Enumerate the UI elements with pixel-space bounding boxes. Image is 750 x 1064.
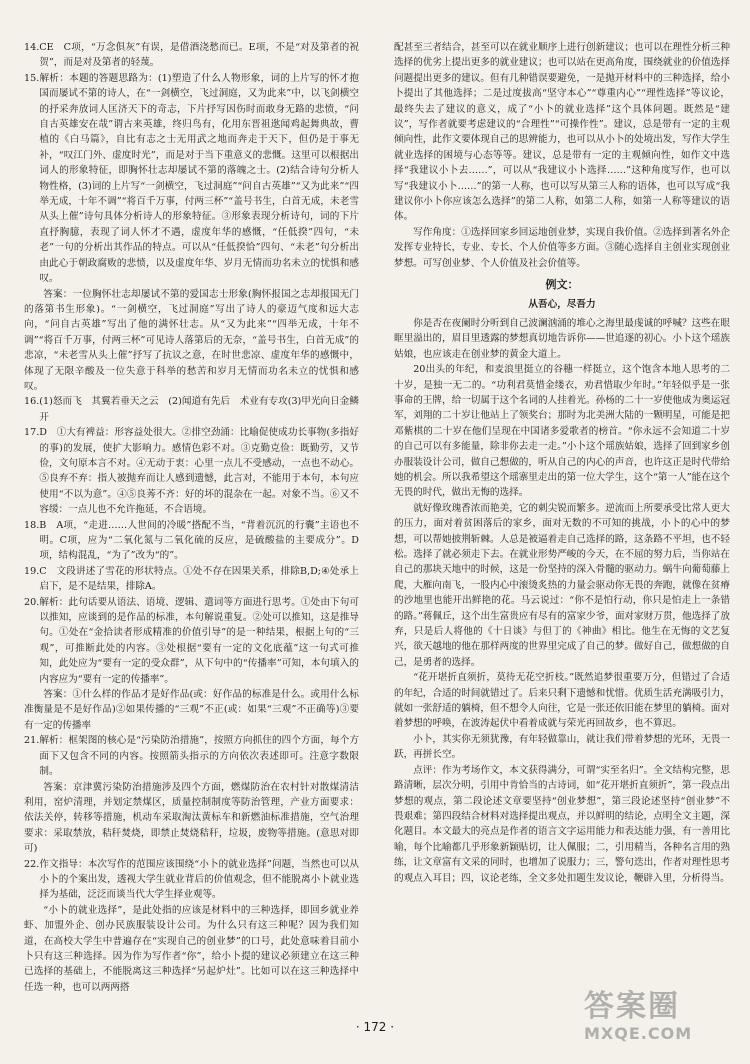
essay-paragraph: 20出头的年纪，和麦浪里挺立的谷穗一样挺立，这个饱含本地人思考的二十岁，是独一无二的。“功利君莫惜金缕衣，劝君惜取少年时。”年轻似乎是一张事命的王牌，给一切属于这个名词的人挂着光。孙杨的二十一岁使他成为奥运冠军，刘翔的二十岁让他站上了领奖台；那时为北美洲大陆的一颗明星，可能是把邓紫棋的二十岁在他们呈现在中国诸多爱歌者的榜首。“你永远不会知道二十岁的自己可以有多能量，除非你去走一走。”小卜这个瑶族姑娘，选择了回到家乡创办服装设计公司，做自己想做的，听从自己的内心的声音，也许这正是时代带给她的机会。所以我希望这个瑶寨里走出的第一位大学生，这个“第一人”能在这个无畏的时代，做出无悔的选择。 <box>394 364 730 499</box>
essay-paragraph: 你是否在夜阑时分听到自己波澜汹涌的堆心之海里最虔诚的呼喊？这些在眼眶里溢出的，眉目里透露的梦想真切地告诉你——世追逐的初心。小卜这个瑶族姑娘，也应该走在创业梦的黄金大道上。 <box>394 317 730 360</box>
answer-22-guidance-cont: “小卜的就业选择”，是此处指的应该是材料中的三种选择，即回乡就业养虾、加盟外企、创办民族服装设计公司。为什么只有这三种呢？因为我们知道，在高校大学生中普遍存在“实现自己的创业梦”的口号，此处意味着目前小卜只有这三种选择。因为作为写作者“你”，给小卜提的建议必须建立在这三种已选择的基础上，不能脱离这三种选择“另起炉灶”。比如可以在这三种选择中任选一种，也可以两两搭 <box>24 904 359 993</box>
right-column <box>394 40 730 886</box>
watermark-logo-text: 答案圈 <box>584 989 680 1024</box>
watermark-logo <box>584 990 734 1054</box>
answer-22-guidance: 22.作文指导：本次写作的范围应该围绕“小卜的就业选择”问题，当然也可以从小卜的个案出发，透视大学生就业背后的价值观念，但不能脱离小卜就业选择为基础，泛泛而谈当代大学生择业观等。 <box>24 858 359 901</box>
guidance-continued: 配甚至三者结合，甚至可以在就业顺序上进行创新建议；也可以在理性分析三种选择的优劣上提出更多的就业建议；也可以站在更高角度，围绕就业的价值选择问题提出更多的建议。但有几种错误要避免，一是抛开材料中的三种选择，给小卜提出了其他选择；二是过度拔高“坚守本心”“尊重内心”“理性选择”等议论，最终失去了建议的意义，成了“小卜的就业选择”这个具体问题。既然是“建议”，写作者就要考虑建议的“合理性”“可操作性”。建议，总是带有一定的主观倾向性，此作文要体现自己的思辨能力，也可以从小卜的处境出发，写作大学生就业选择的困境与心态等等。建议，总是带有一定的主观倾向性，如作文中选择“我建议小卜去……”，可以从“我建议小卜选择……”这种角度写作，也可以写“我建议小卜……”的第一人称，也可以写从第三人称的语体，也可以写成“我建议你小卜你应该怎么选择”的第二人称，如第二人称，如第一人称等建议的语体。 <box>394 42 730 223</box>
essay-paragraph: “花开堪折直须折，莫待无花空折枝。”既然追梦很重要万分，但错过了合适的年纪，合适的时间就错过了。后来只剩下遗憾和忧惜。优质生活充满吸引力，就如一张舒适的躺椅，但不想令人向往，它是一张还依旧能在梦里的躺椅。面对着梦想的呼唤，在波涛起伏中看着成就与荣光再回故乡，也不算迟。 <box>394 672 730 730</box>
writing-angles: 写作角度：①选择回家乡回运地创业梦，实现自我价值。②选择到著名外企发挥专业特长，专业、专长、个人价值等多方面。③随心选择自主创业实现创业梦想。可写创业梦、个人价值及社会价值等。 <box>394 226 730 269</box>
answer-17: 17.D ①大有裨益：形容益处很大。②排空劲涌：比喻促使成功长事物(多指好的事)的发展，使扩大影响力。感情色彩不对。③克勤克俭：既勤劳，又节俭，文句原本言不对。④无动于衷：心里一点儿不受感动，一点也不动心。⑤良弃不弃：指人被抛弃而让人感到遗憾，此言对，不能用于本句，本句应使用“不以为意”。④⑤良莠不齐：好的坏的混杂在一起。对象不当。⑥又不容缓：一点儿也不允许拖延，不合语境。 <box>24 427 359 516</box>
answer-15-answer: 答案：一位胸怀壮志却屡试不第的爱国志士形象(胸怀报国之志却报国无门的落第书生形象)。“一剑横空，飞过洞庭”写出了诗人的豪迈气度和远大志向，“问自古英雄”写出了他的满怀壮志。从“又为此来”“四举无成，十年不调”“将百千万事，付两三杯”可见诗人落第后的无奈，“盖号书生，白首无成”的悲凉，“未老雪从头上催”抒写了抗议之意，在时世悲凉、虚度年华的感慨中，体现了无限辛酸及一位失意于科举的愁苦和岁月无情而功名未立的忧惧和感叹。 <box>24 288 359 392</box>
example-essay-label: 例文： <box>545 278 579 292</box>
answer-14: 14.CE C项，“万念俱灰”有误，是借酒浇愁而已。E项，不是“对及第者的祝贺”，而是对及第者的轻蔑。 <box>24 42 359 69</box>
essay-title: 从吾心，尽吾力 <box>528 298 596 310</box>
answer-19: 19.C 文段讲述了雪花的形状特点。①处不存在因果关系，排除B,D;④处承上启下，是不是结果，排除A。 <box>24 565 359 593</box>
answer-21-answer: 答案：京津冀污染防治措施涉及四个方面，燃煤防治在农村针对散煤清洁利用，窑炉清理，并划定禁煤区，质量控制制度等防治管理，产业方面要求：依法关停，转移等措施，机动车采取淘汰黄标车和新燃油标准措施，空气治理要求：采取禁放，秸秆焚烧，即禁止焚烧秸秆，垃圾，废物等措施。(意思对即可) <box>24 781 359 855</box>
essay-paragraph: 就好像玫瑰香浓而艳美，它的刺尖锐而繁多。逆流而上所要承受比常人更大的压力，面对着贫困落后的家乡，面对无数的不可知的挑战，小卜的心中的梦想，可以帮她披荆斩棘。人总是被逼着走自己选择的路，这条路不平坦，也不轻松。选择了就必须走下去。在就业形势严峻的今天，在不屈的努力后，当你站在自己的那块天地中的时候，这是一份坚持的深入骨髓的驱动力。蜗牛向葡萄藤上爬，大雁向南飞，一股内心中滚烫炙热的力量会驱动你无畏的奔跑，就像在贫瘠的沙地里也能开出鲜艳的花。马云说过：“你不是怕行动，你只是怕走上一条错的路。”蒋佩丘，这个出生富贵应有尽有的富家少爷，面对家财万贯，他选择了放弃，只是后人将他的《十日谈》与但丁的《神曲》相比。他生在无悔的文艺复兴，欲天越地的他在那样两度的世界里完成了自己的梦。做好自己，做想做的自己，是勇者的选择。 <box>394 502 730 668</box>
essay-commentary: 点评：作为考场作文，本文获得满分，可谓“实至名归”。全文结构完整，思路清晰，层次分明，引用中肯恰当的古诗词，如“花开堪折直须折”，第一段点出梦想的观点，第二段论述文章要坚持“创业梦想”，第三段论述坚持“创业梦”不畏艰难；第四段结合材料对选择提出观点，并以鲜明的结论，点明全文主题，深化题目。本文最大的亮点是作者的语言文字运用能力和表达能力强，有一善用比喻，每个比喻都几乎形象新颖贴切，让人佩服；二，引用精当，各种名言用的熟练，让文章富有文采的同时，也增加了说服力；三，警句迭出，作者对理性思考的观点入耳目；四，议论老练，全文多处扣题生发议论，鞭辟入里，分析得当。 <box>394 764 730 884</box>
answer-18: 18.B A项，“走进……人世间的冷暖”搭配不当，“背着沉沉的行囊”主语也不明。C项，应为“二氧化氮与二氧化硫的反应，是硫酸盐的主要成分”。D项，结构混乱，“为了”改为“的”。 <box>24 519 359 562</box>
answer-21-analysis: 21.解析：框架图的核心是“污染防治措施”，按照方向抓住的四个方面，每个方面下又包含不同的内容。按照箭头指示的方向依次表述即可。注意字数限制。 <box>24 735 359 778</box>
answer-20-analysis: 20.解析：此句话要从语法、语境、逻辑、遣词等方面进行思考。①处由下句可以推知，应谈到的是作品的标准，本句解说重复。②处可以推知，这是推导句。①处在“金拾读者形成精准的价值引导”的是一种结果，根据上句的“三观”，可推断此处的内容。③处根据“要有一定的文化底蕴”这一句式可推知，此处应为“要有一定的受众群”，从下句中的“传播率”可知，本句填入的内容应为“要有一定的传播率”。 <box>24 596 359 685</box>
essay-paragraph: 小卜，其实你无须犹豫，有年轻做靠山，就让我们带着梦想的光环，无畏一跃，再拼长空。 <box>394 733 730 761</box>
answer-20-answer: 答案：①什么样的作品才是好作品(或：好作品的标准是什么。或用什么标准衡量是不是好作品)②如果传播的“三观”不正(或：如果“三观”不正确等)③要有一定的传播率 <box>24 689 359 731</box>
left-column <box>24 40 359 995</box>
answer-15-analysis: 15.解析：本题的答题思路为：(1)塑造了什么人物形象，词的上片写的怀才抱国而屡试不第的诗人，在“一剑横空，飞过洞庭，又为此来”中，以飞剑横空的抒采奔放词人匡济天下的奇志，下片抒写因伤时而敢身无路的悲愤，“问自古英雄安在哉”谓古来英雄，终归鸟有，化用东晋祖逖闻鸡起舞典故，曹植的《白马篇》，自比有志之士无用武之地而奔走于天下，但仍是于事无补，“叹江门外、虚度时光”，而是对于当下重意义的悲慨。这里可以根据出词人的形象特征，即胸怀壮志却屡试不第的落魄之士。(2)结合诗句分析人物性格，(3)词的上片写“一剑横空，飞过洞庭”“问自古英雄”“又为此来”“四举无成，十年不调”“将百千万事，付两三杯”“盖号书生，白首无成，未老雪从头上催”诗句具体分析诗人的形象特征。③形象表现分析诗句，词的下片直抒胸臆，表现了词人怀才不遇，虚度年华的感慨，“任低揆”四句，“未老”一句的分析出其作品的特点。可以从“任低揆恰”四句、“未老”句分析出由此心于朝政腐败的悲愤，以及虚度年华、岁月无情而功名未立的忧惧和感叹。 <box>24 72 359 285</box>
page-number: · 172 · <box>355 1020 395 1034</box>
answer-16: 16.(1)怒而飞 其翼若垂天之云 (2)闻道有先后 术业有专攻(3)甲光向日金鳞开 <box>24 396 359 423</box>
watermark-url: MXQE.COM <box>584 1024 693 1043</box>
